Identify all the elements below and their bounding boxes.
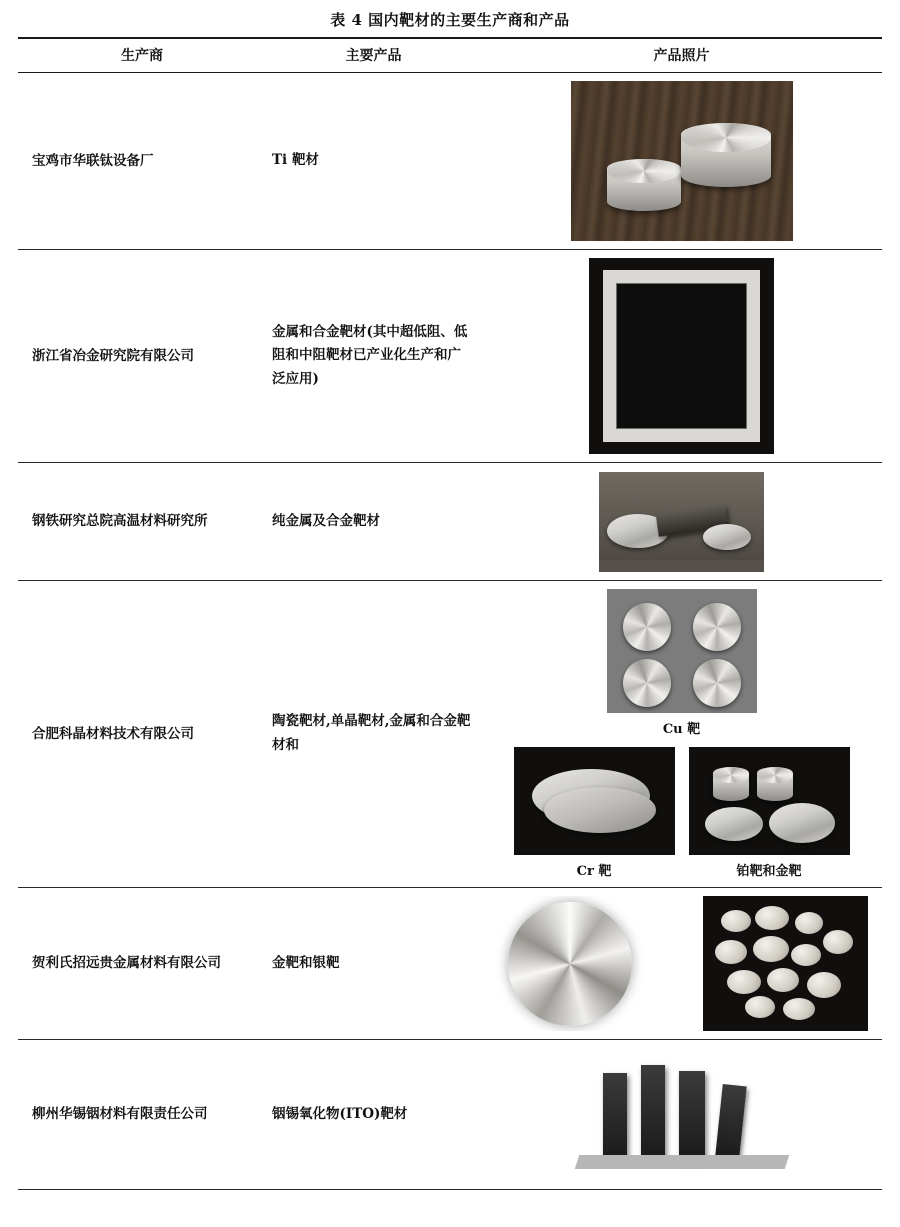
photo-group-cr-pt	[481, 747, 882, 879]
table-row	[18, 1040, 882, 1190]
product-photo-image	[571, 81, 793, 241]
photo-caption: Cr 靶	[576, 864, 612, 879]
product-photo-image	[599, 472, 764, 572]
table-header-row	[18, 38, 882, 73]
photo-caption: 铂靶和金靶	[736, 864, 802, 879]
maker-name: 宝鸡市华联钛设备厂	[18, 73, 266, 250]
photo-group-au-ag	[481, 896, 882, 1031]
product-photo-cell	[481, 463, 882, 581]
maker-name: 钢铁研究总院高温材料研究所	[18, 463, 266, 581]
maker-name: 贺利氏招远贵金属材料有限公司	[18, 888, 266, 1040]
table-row	[18, 73, 882, 250]
table-row	[18, 463, 882, 581]
maker-name: 合肥科晶材料技术有限公司	[18, 581, 266, 888]
product-description: Ti 靶材	[266, 73, 481, 250]
product-photo-cell	[481, 1040, 882, 1190]
maker-name: 浙江省冶金研究院有限公司	[18, 250, 266, 463]
product-description: 金靶和银靶	[266, 888, 481, 1040]
product-photo-image	[567, 1055, 797, 1175]
photo-group-cu	[481, 589, 882, 737]
product-photo-image	[703, 896, 868, 1031]
product-description: 铟锡氧化物(ITO)靶材	[266, 1040, 481, 1190]
column-header-maker: 生产商	[18, 38, 266, 73]
product-photo-image	[496, 896, 666, 1031]
product-photo-image	[607, 589, 757, 713]
product-description: 纯金属及合金靶材	[266, 463, 481, 581]
column-header-product: 主要产品	[266, 38, 481, 73]
table-title: 表 4 国内靶材的主要生产商和产品	[330, 11, 570, 29]
product-photo-image	[689, 747, 850, 855]
product-photo-image	[514, 747, 675, 855]
producers-table	[18, 37, 882, 1190]
photo-caption: Cu 靶	[662, 722, 701, 737]
product-photo-cell	[481, 73, 882, 250]
maker-name: 柳州华锡铟材料有限责任公司	[18, 1040, 266, 1190]
table-row	[18, 888, 882, 1040]
column-header-photo: 产品照片	[481, 38, 882, 73]
table-row	[18, 581, 882, 888]
product-description: 金属和合金靶材(其中超低阻、低阻和中阻靶材已产业化生产和广泛应用)	[266, 250, 481, 463]
product-photo-cell	[481, 581, 882, 888]
product-photo-cell	[481, 250, 882, 463]
product-description: 陶瓷靶材,单晶靶材,金属和合金靶材和	[266, 581, 481, 888]
product-photo-image	[589, 258, 774, 454]
table-row	[18, 250, 882, 463]
product-photo-cell	[481, 888, 882, 1040]
